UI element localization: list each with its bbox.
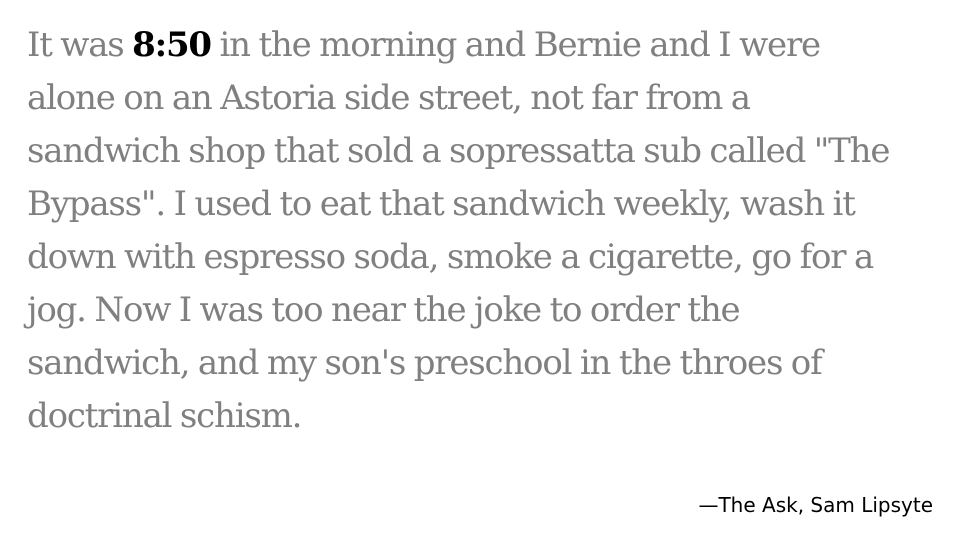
- time-highlight: 8:50: [132, 25, 211, 65]
- quote-line-4: Bypass". I used to eat that sandwich weekly, wash it: [27, 184, 855, 224]
- quote-line-3: sandwich shop that sold a sopressatta sub called "The: [27, 131, 890, 171]
- quote-line-8: doctrinal schism.: [27, 396, 302, 436]
- quote-line-5: down with espresso soda, smoke a cigarette, go for a: [27, 237, 874, 277]
- quote-line-2: alone on an Astoria side street, not far from a: [27, 78, 750, 118]
- quote-prefix: It was: [27, 25, 133, 65]
- quote-line-1-rest: in the morning and Bernie and I were: [210, 25, 820, 65]
- attribution: —The Ask, Sam Lipsyte: [698, 493, 933, 517]
- quote-line-6: jog. Now I was too near the joke to order the: [27, 290, 740, 330]
- quote-line-7: sandwich, and my son's preschool in the throes of: [27, 343, 822, 383]
- quote-text: [27, 19, 937, 443]
- quote-line-1: [27, 19, 937, 72]
